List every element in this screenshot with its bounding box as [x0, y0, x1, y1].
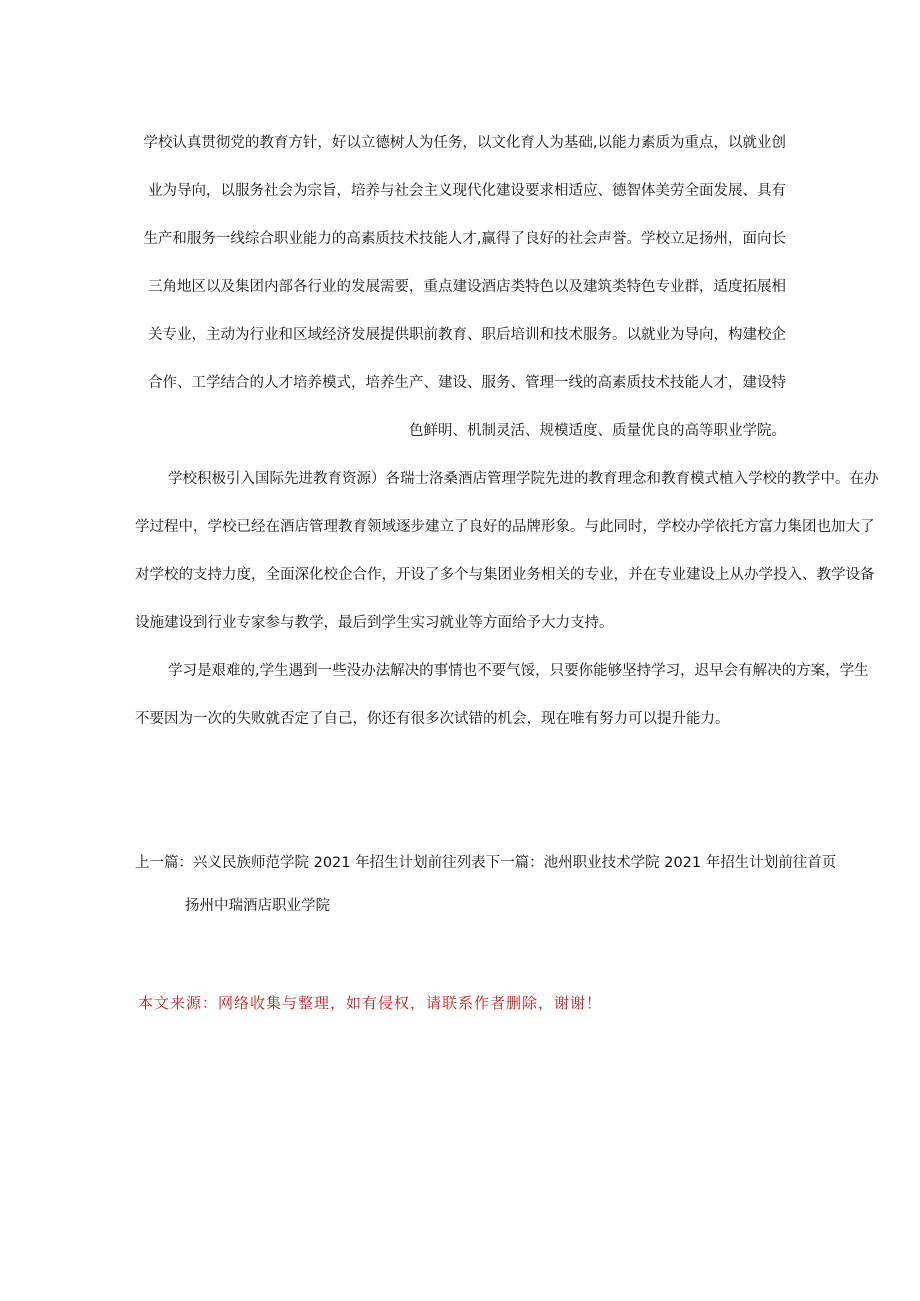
paragraph-1-line-6: 合作、工学结合的人才培养模式，培养生产、建设、服务、管理一线的高素质技术技能人才，建设特 — [148, 375, 786, 391]
paragraph-2-line-4: 设施建设到行业专家参与教学，最后到学生实习就业等方面给予大力支持。 — [135, 615, 614, 631]
paragraph-1-line-3: 生产和服务一线综合职业能力的高素质技术技能人才,赢得了良好的社会声誉。学校立足扬州，面向长 — [143, 231, 786, 247]
paragraph-1-line-5: 关专业，主动为行业和区域经济发展提供职前教育、职后培训和技术服务。以就业为导向，构建校企 — [148, 327, 786, 343]
paragraph-3-line-1: 学习是艰难的,学生遇到一些没办法解决的事情也不要气馁，只要你能够坚持学习，迟早会有解决的方案，学生 — [168, 663, 869, 679]
paragraph-1-line-4: 三角地区以及集团内部各行业的发展需要，重点建设酒店类特色以及建筑类特色专业群，适度拓展相 — [148, 279, 786, 295]
site-name: 扬州中瑞酒店职业学院 — [185, 898, 330, 914]
paragraph-2-line-2: 学过程中，学校已经在酒店管理教育领域逐步建立了良好的品牌形象。与此同时，学校办学依托方富力集团也加大了 — [135, 519, 875, 535]
prev-next-links[interactable]: 上一篇：兴义民族师范学院 2021 年招生计划前往列表下一篇：池州职业技术学院 2021 年招生计划前往首页 — [135, 855, 837, 871]
paragraph-2-line-1: 学校积极引入国际先进教育资源）各瑞士洛桑酒店管理学院先进的教育理念和教育模式植入学校的教学中。在办 — [168, 471, 879, 487]
paragraph-3-line-2: 不要因为一次的失败就否定了自己，你还有很多次试错的机会，现在唯有努力可以提升能力。 — [135, 711, 730, 727]
paragraph-1-line-7: 色鲜明、机制灵活、规模适度、质量优良的高等职业学院。 — [409, 423, 786, 439]
paragraph-2-line-3: 对学校的支持力度，全面深化校企合作，开设了多个与集团业务相关的专业，并在专业建设上从办学投入、教学设备 — [135, 567, 875, 583]
source-notice: 本文来源：网络收集与整理，如有侵权，请联系作者删除，谢谢！ — [138, 994, 603, 1012]
paragraph-1-line-2: 业为导向，以服务社会为宗旨，培养与社会主义现代化建设要求相适应、德智体美劳全面发展、具有 — [148, 183, 786, 199]
paragraph-1-line-1: 学校认真贯彻党的教育方针，好以立德树人为任务，以文化育人为基础,以能力素质为重点，以就业创 — [143, 135, 786, 151]
